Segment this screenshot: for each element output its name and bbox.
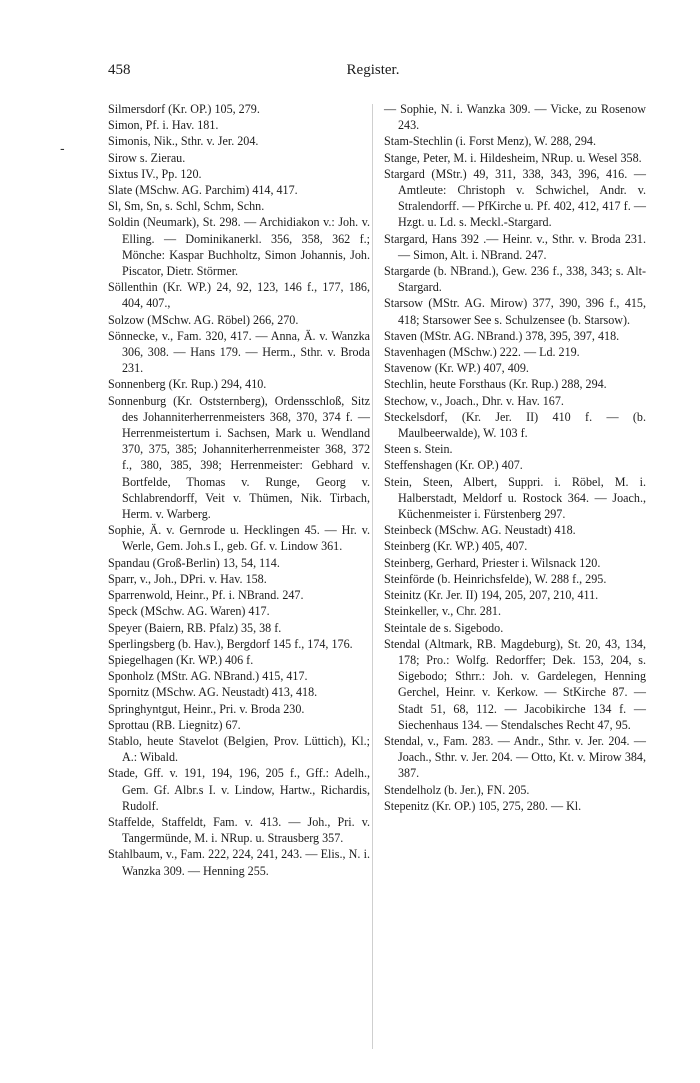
margin-mark: - xyxy=(60,140,65,156)
index-entry: Springhyntgut, Heinr., Pri. v. Broda 230. xyxy=(108,701,305,716)
index-entry: Steinförde (b. Heinrichsfelde), W. 288 f., 295. xyxy=(384,571,607,586)
index-entry: Sponholz (MStr. AG. NBrand.) 415, 417. xyxy=(108,669,308,684)
column-divider xyxy=(372,104,373,1049)
index-entry: Stechlin, heute Forsthaus (Kr. Rup.) 288, 294. xyxy=(384,377,607,392)
index-entry: Stablo, heute Stavelot (Belgien, Prov. Lüttich), Kl.; A.: Wibald. xyxy=(108,733,370,765)
index-entry: Sophie, Ä. v. Gernrode u. Hecklingen 45. — Hr. v. Werle, Gem. Joh.s I., geb. Gf. v. Lindow 361. xyxy=(108,523,370,554)
index-entry: Stade, Gff. v. 191, 194, 196, 205 f., Gff.: Adelh., Gem. Gf. Albr.s I. v. Lindow, Hartw., Richardis, Rudolf. xyxy=(108,766,370,813)
index-entry: Steen s. Stein. xyxy=(384,442,453,457)
index-entry: Steintale de s. Sigebodo. xyxy=(384,620,504,635)
index-entry: Stahlbaum, v., Fam. 222, 224, 241, 243. — Elis., N. i. Wanzka 309. — Henning 255. xyxy=(108,847,370,878)
index-entry: Stavenow (Kr. WP.) 407, 409. xyxy=(384,361,529,376)
index-entry: Spornitz (MSchw. AG. Neustadt) 413, 418. xyxy=(108,685,318,700)
index-entry: Steinberg, Gerhard, Priester i. Wilsnack 120. xyxy=(384,555,601,570)
index-entry: Sönnecke, v., Fam. 320, 417. — Anna, Ä. v. Wanzka 306, 308. — Hans 179. — Herm., Sthr. v. Broda 231. xyxy=(108,328,370,376)
index-entry: Stargard, Hans 392 .— Heinr. v., Sthr. v. Broda 231. — Simon, Alt. i. NBrand. 247. xyxy=(384,231,646,262)
index-entry: Slate (MSchw. AG. Parchim) 414, 417. xyxy=(108,183,298,198)
index-column-right xyxy=(384,101,646,814)
index-entry: Stargarde (b. NBrand.), Gew. 236 f., 338, 343; s. Alt-Stargard. xyxy=(384,264,646,295)
index-entry: Sperlingsberg (b. Hav.), Bergdorf 145 f., 174, 176. xyxy=(108,636,353,651)
index-entry: Stendal, v., Fam. 283. — Andr., Sthr. v. Jer. 204. — Joach., Sthr. v. Jer. 204. — Otto, Kt. v. Mirow 384, 387. xyxy=(384,733,646,781)
index-entry: Simonis, Nik., Sthr. v. Jer. 204. xyxy=(108,134,259,149)
index-entry: Sonnenburg (Kr. Oststernberg), Ordensschloß, Sitz des Johanniterherrenmeisters 368, 370, 374 f. — Herrenmeistertum i. Sachsen, Mark u. Wendland 370, 375, 385; Johanniterherrenmeister 368, 372 f., 380, 385, 398; Herrenmeister: Gebhard v. Bortfelde, Thomas v. Runge, Georg v. Schlabrendorff, Veit v. Thümen, Nik. Tirbach, Herm. v. Warberg. xyxy=(108,393,370,522)
index-entry: Stendal (Altmark, RB. Magdeburg), St. 20, 43, 134, 178; Pro.: Wolfg. Redorffer; Dek. 153, 204, s. Sigebodo; Sthrr.: Joh. v. Gardelegen, Henning Gerchel, Heinr. v. Kerkow. — StKirche 87. — Stadt 51, 68, 112. — Jacobikirche 134 f. — Siechenhaus 134. — Stendalsches Recht 47, 95. xyxy=(384,636,646,732)
index-entry: Sparrenwold, Heinr., Pf. i. NBrand. 247. xyxy=(108,588,304,603)
index-entry: Steffenshagen (Kr. OP.) 407. xyxy=(384,458,523,473)
index-entry: Sl, Sm, Sn, s. Schl, Schm, Schn. xyxy=(108,199,265,214)
index-entry: Spandau (Groß-Berlin) 13, 54, 114. xyxy=(108,555,280,570)
index-entry: Sixtus IV., Pp. 120. xyxy=(108,166,202,181)
index-entry: Sparr, v., Joh., DPri. v. Hav. 158. xyxy=(108,571,267,586)
index-entry: Steinitz (Kr. Jer. II) 194, 205, 207, 210, 411. xyxy=(384,588,599,603)
index-entry: Speyer (Baiern, RB. Pfalz) 35, 38 f. xyxy=(108,620,282,635)
page-header xyxy=(108,62,638,84)
index-entry: Solzow (MSchw. AG. Röbel) 266, 270. xyxy=(108,312,299,327)
index-entry: Steinbeck (MSchw. AG. Neustadt) 418. xyxy=(384,523,576,538)
index-entry: Stavenhagen (MSchw.) 222. — Ld. 219. xyxy=(384,345,580,360)
index-entry: Stendelholz (b. Jer.), FN. 205. xyxy=(384,782,530,797)
index-entry: Staffelde, Staffeldt, Fam. v. 413. — Joh., Pri. v. Tangermünde, M. i. NRup. u. Strausberg 357. xyxy=(108,814,370,846)
index-entry: Simon, Pf. i. Hav. 181. xyxy=(108,118,219,133)
index-entry: Sprottau (RB. Liegnitz) 67. xyxy=(108,717,241,732)
index-entry: Steckelsdorf, (Kr. Jer. II) 410 f. — (b. Maulbeerwalde), W. 103 f. xyxy=(384,409,646,441)
index-entry: Steinberg (Kr. WP.) 405, 407. xyxy=(384,539,528,554)
index-entry: Sirow s. Zierau. xyxy=(108,150,186,165)
index-entry: Speck (MSchw. AG. Waren) 417. xyxy=(108,604,270,619)
index-entry: Staven (MStr. AG. NBrand.) 378, 395, 397, 418. xyxy=(384,328,620,343)
index-entry: Söllenthin (Kr. WP.) 24, 92, 123, 146 f., 177, 186, 404, 407., xyxy=(108,280,370,311)
page-title: Register. xyxy=(346,62,400,78)
index-entry: Stepenitz (Kr. OP.) 105, 275, 280. — Kl. xyxy=(384,798,582,813)
index-entry: Soldin (Neumark), St. 298. — Archidiakon v.: Joh. v. Elling. — Dominikanerkl. 356, 358, 362 f.; Mönche: Kaspar Buchholtz, Simon Johannis, Joh. Piscator, Dietr. Störmer. xyxy=(108,215,370,279)
index-entry: Steinkeller, v., Chr. 281. xyxy=(384,604,501,619)
index-column-left xyxy=(108,101,370,879)
index-entry: Stein, Steen, Albert, Suppri. i. Röbel, M. i. Halberstadt, Meldorf u. Rostock 364. — Joach., Küchenmeister i. Fürstenberg 297. xyxy=(384,474,646,522)
index-entry: Stargard (MStr.) 49, 311, 338, 343, 396, 416. — Amtleute: Christoph v. Schwichel, Andr. v. Stralendorff. — PfKirche u. Pf. 402, 412, 417 f. — Hzgt. u. Ld. s. Meckl.-Stargard. xyxy=(384,166,646,230)
index-entry: Sonnenberg (Kr. Rup.) 294, 410. xyxy=(108,377,267,392)
index-entry: Stechow, v., Joach., Dhr. v. Hav. 167. xyxy=(384,393,564,408)
index-entry: Stam-Stechlin (i. Forst Menz), W. 288, 294. xyxy=(384,134,596,149)
index-entry: — Sophie, N. i. Wanzka 309. — Vicke, zu Rosenow 243. xyxy=(384,102,646,133)
index-entry: Starsow (MStr. AG. Mirow) 377, 390, 396 f., 415, 418; Starsower See s. Schulzensee (b. Starsow). xyxy=(384,296,646,327)
page-number: 458 xyxy=(108,62,131,78)
index-entry: Spiegelhagen (Kr. WP.) 406 f. xyxy=(108,652,254,667)
index-entry: Silmersdorf (Kr. OP.) 105, 279. xyxy=(108,102,260,116)
index-entry: Stange, Peter, M. i. Hildesheim, NRup. u. Wesel 358. xyxy=(384,150,642,165)
